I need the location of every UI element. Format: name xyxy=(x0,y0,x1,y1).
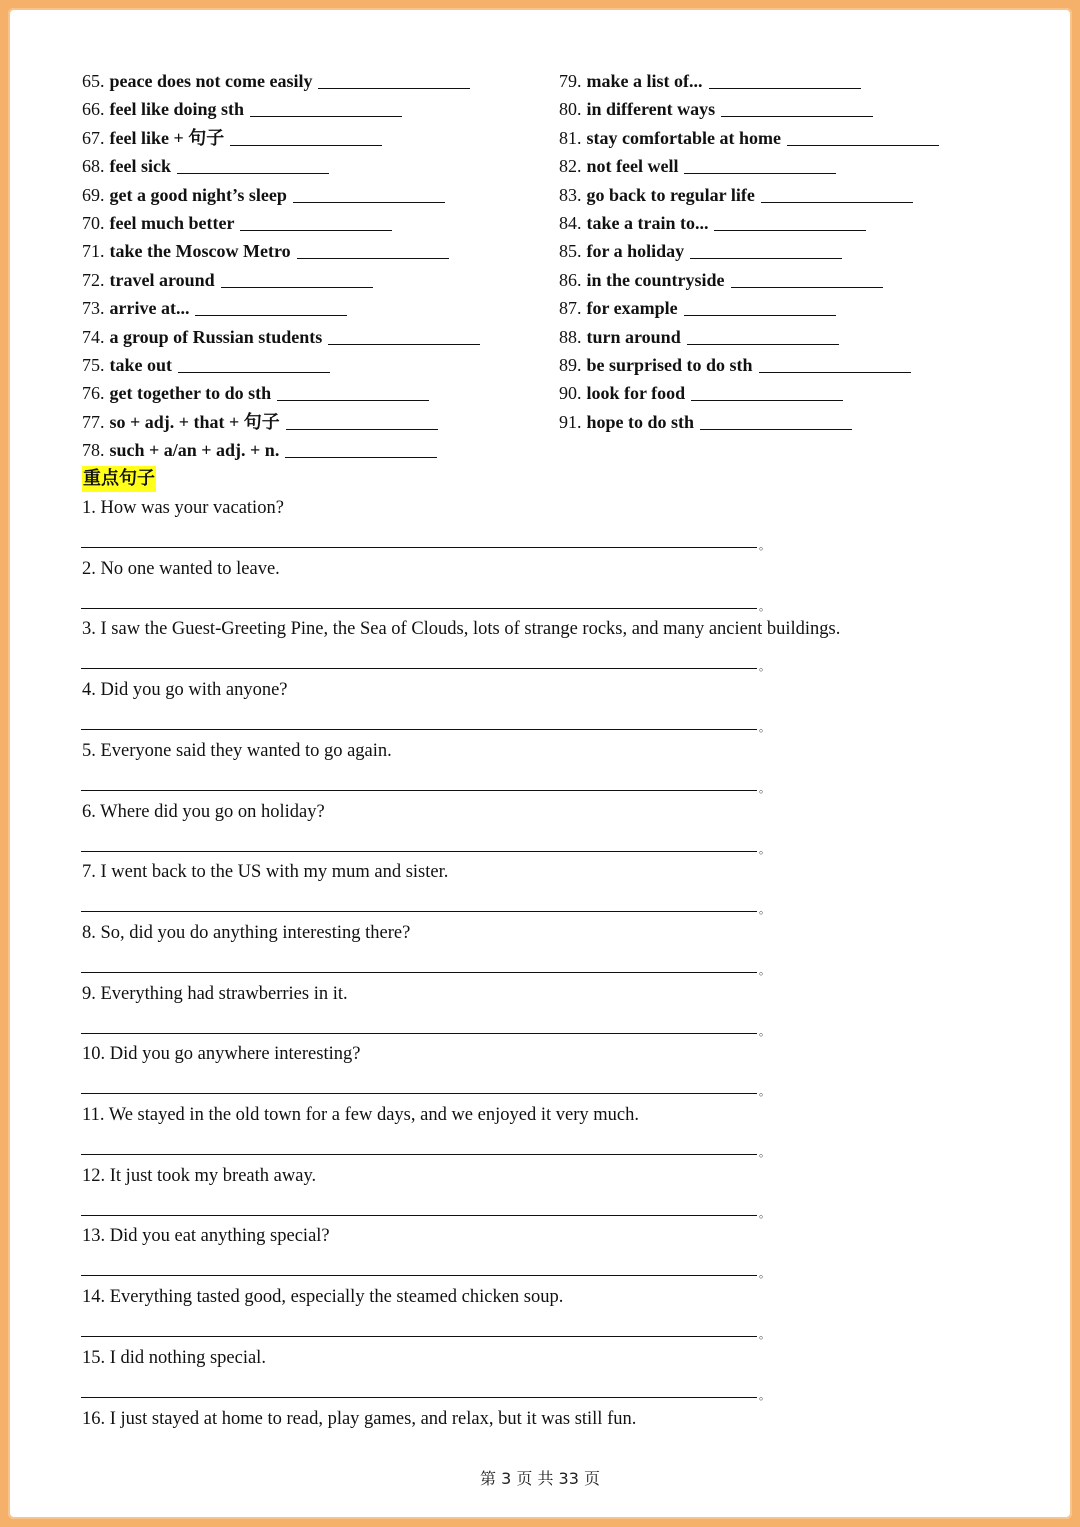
phrase-number: 80. xyxy=(559,99,582,120)
phrase-answer-blank[interactable] xyxy=(297,257,449,259)
sentence-answer-line[interactable] xyxy=(81,729,757,730)
sentence-item: 7. I went back to the US with my mum and sister. xyxy=(82,862,449,883)
phrase-number: 87. xyxy=(559,298,582,319)
sentence-item: 6. Where did you go on holiday? xyxy=(82,801,325,822)
phrase-number: 70. xyxy=(82,213,105,233)
phrase-item xyxy=(559,326,839,348)
phrase-text: feel sick xyxy=(109,156,171,177)
sentence-item: 4. Did you go with anyone? xyxy=(82,680,288,701)
phrase-text: stay comfortable at home xyxy=(586,127,781,148)
answer-end-mark: 。 xyxy=(759,1206,770,1220)
phrase-answer-blank[interactable] xyxy=(177,172,329,174)
sentence-answer-line[interactable] xyxy=(81,1215,757,1216)
answer-end-mark: 。 xyxy=(759,1328,770,1342)
phrase-item xyxy=(82,240,449,262)
phrase-item xyxy=(559,155,836,177)
phrase-item xyxy=(82,297,347,319)
phrase-item xyxy=(82,382,429,404)
phrase-answer-blank[interactable] xyxy=(690,257,842,259)
answer-end-mark: 。 xyxy=(759,1024,770,1038)
phrase-item xyxy=(82,326,480,348)
phrase-answer-blank[interactable] xyxy=(731,286,883,288)
phrase-answer-blank[interactable] xyxy=(700,428,852,430)
sentence-item: 8. So, did you do anything interesting there? xyxy=(82,922,411,943)
phrase-text: get a good night’s sleep xyxy=(109,184,287,205)
phrase-number: 86. xyxy=(559,269,582,290)
phrase-answer-blank[interactable] xyxy=(687,343,839,345)
phrase-item xyxy=(559,411,852,433)
sentence-item: 1. How was your vacation? xyxy=(82,498,284,518)
phrase-answer-blank[interactable] xyxy=(285,456,437,458)
phrase-text: turn around xyxy=(586,326,681,347)
phrase-answer-blank[interactable] xyxy=(318,87,470,89)
sentence-answer-line[interactable] xyxy=(81,1275,757,1276)
phrase-item xyxy=(559,240,842,262)
phrase-item xyxy=(559,354,911,376)
section-heading: 重点句子 xyxy=(82,466,156,492)
phrase-number: 89. xyxy=(559,355,582,375)
sentence-answer-line[interactable] xyxy=(81,1033,757,1034)
phrase-number: 82. xyxy=(559,156,582,177)
sentence-item: 2. No one wanted to leave. xyxy=(82,558,280,579)
phrase-item xyxy=(559,297,836,319)
sentence-item: 16. I just stayed at home to read, play games, and relax, but it was still fun. xyxy=(82,1408,637,1429)
phrase-number: 91. xyxy=(559,411,582,432)
sentence-item: 11. We stayed in the old town for a few days, and we enjoyed it very much. xyxy=(82,1105,639,1125)
phrase-item xyxy=(82,70,470,92)
phrase-item xyxy=(559,382,843,404)
phrase-answer-blank[interactable] xyxy=(221,286,373,288)
phrase-answer-blank[interactable] xyxy=(714,229,866,231)
phrase-number: 69. xyxy=(82,184,105,205)
sentence-item: 10. Did you go anywhere interesting? xyxy=(82,1044,361,1065)
answer-end-mark: 。 xyxy=(759,1388,770,1402)
sentence-answer-line[interactable] xyxy=(81,1154,757,1155)
answer-end-mark: 。 xyxy=(759,1085,770,1099)
sentence-answer-line[interactable] xyxy=(81,1336,757,1337)
sentence-answer-line[interactable] xyxy=(81,851,757,852)
answer-end-mark: 。 xyxy=(759,842,770,856)
phrase-number: 81. xyxy=(559,127,582,148)
phrase-text: so + adj. + that + 句子 xyxy=(109,411,280,432)
phrase-number: 78. xyxy=(82,440,105,461)
phrase-answer-blank[interactable] xyxy=(684,172,836,174)
phrase-answer-blank[interactable] xyxy=(277,399,429,401)
answer-end-mark: 。 xyxy=(759,903,770,917)
phrase-text: get together to do sth xyxy=(109,383,272,404)
phrase-item xyxy=(82,212,392,234)
phrase-answer-blank[interactable] xyxy=(230,144,382,146)
phrase-number: 79. xyxy=(559,71,582,91)
phrase-number: 76. xyxy=(82,383,105,404)
phrase-item xyxy=(559,70,861,92)
phrase-number: 67. xyxy=(82,127,105,148)
phrase-number: 68. xyxy=(82,156,105,177)
phrase-answer-blank[interactable] xyxy=(195,314,347,316)
phrase-text: look for food xyxy=(586,383,686,404)
phrase-number: 84. xyxy=(559,213,582,233)
phrase-item xyxy=(82,184,445,206)
phrase-text: feel much better xyxy=(109,213,235,233)
phrase-answer-blank[interactable] xyxy=(178,371,330,373)
sentence-answer-line[interactable] xyxy=(81,911,757,912)
phrase-answer-blank[interactable] xyxy=(240,229,392,231)
phrase-item xyxy=(82,439,437,461)
sentence-item: 3. I saw the Guest-Greeting Pine, the Sea of Clouds, lots of strange rocks, and many ancient buildings. xyxy=(82,619,841,640)
phrase-answer-blank[interactable] xyxy=(250,115,402,117)
sentence-answer-line[interactable] xyxy=(81,790,757,791)
phrase-item xyxy=(82,269,373,291)
answer-end-mark: 。 xyxy=(759,781,770,795)
phrase-item xyxy=(82,155,329,177)
phrase-text: hope to do sth xyxy=(586,411,695,432)
sentence-answer-line[interactable] xyxy=(81,547,757,548)
phrase-number: 88. xyxy=(559,326,582,347)
worksheet-page xyxy=(8,8,1072,1519)
phrase-item xyxy=(82,354,330,376)
answer-end-mark: 。 xyxy=(759,599,770,613)
sentence-answer-line[interactable] xyxy=(81,608,757,609)
answer-end-mark: 。 xyxy=(759,1267,770,1281)
phrase-text: arrive at... xyxy=(109,298,190,319)
phrase-answer-blank[interactable] xyxy=(328,343,480,345)
phrase-item xyxy=(82,127,382,149)
phrase-text: make a list of... xyxy=(586,71,703,91)
answer-end-mark: 。 xyxy=(759,660,770,674)
phrase-answer-blank[interactable] xyxy=(721,115,873,117)
phrase-item xyxy=(559,98,873,120)
phrase-text: go back to regular life xyxy=(586,184,755,205)
sentence-item: 13. Did you eat anything special? xyxy=(82,1226,330,1247)
sentence-item: 15. I did nothing special. xyxy=(82,1347,266,1368)
sentence-item: 5. Everyone said they wanted to go again. xyxy=(82,740,392,761)
phrase-answer-blank[interactable] xyxy=(709,87,861,89)
phrase-answer-blank[interactable] xyxy=(759,371,911,373)
phrase-answer-blank[interactable] xyxy=(286,428,438,430)
answer-end-mark: 。 xyxy=(759,721,770,735)
phrase-item xyxy=(559,212,866,234)
phrase-text: travel around xyxy=(109,269,215,290)
answer-end-mark: 。 xyxy=(759,539,770,552)
phrase-number: 83. xyxy=(559,184,582,205)
sentence-item: 9. Everything had strawberries in it. xyxy=(82,983,348,1004)
answer-end-mark: 。 xyxy=(759,1146,770,1159)
phrase-text: for a holiday xyxy=(586,241,685,262)
sentence-item: 12. It just took my breath away. xyxy=(82,1165,317,1186)
phrase-item xyxy=(82,98,402,120)
phrase-number: 71. xyxy=(82,241,105,262)
phrase-text: for example xyxy=(586,298,678,319)
phrase-number: 74. xyxy=(82,326,105,347)
phrase-answer-blank[interactable] xyxy=(691,399,843,401)
phrase-item xyxy=(82,411,438,433)
sentence-answer-line[interactable] xyxy=(81,1093,757,1094)
phrase-text: such + a/an + adj. + n. xyxy=(109,440,280,461)
sentence-answer-line[interactable] xyxy=(81,1397,757,1398)
phrase-text: peace does not come easily xyxy=(109,71,313,91)
phrase-answer-blank[interactable] xyxy=(684,314,836,316)
phrase-text: not feel well xyxy=(586,156,679,177)
phrase-number: 77. xyxy=(82,411,105,432)
phrase-text: a group of Russian students xyxy=(109,326,323,347)
phrase-answer-blank[interactable] xyxy=(293,201,445,203)
phrase-number: 72. xyxy=(82,269,105,290)
phrase-item xyxy=(559,184,913,206)
phrase-text: take a train to... xyxy=(586,213,709,233)
phrase-text: take out xyxy=(109,355,172,375)
sentence-item: 14. Everything tasted good, especially the steamed chicken soup. xyxy=(82,1287,564,1308)
phrase-text: in the countryside xyxy=(586,269,725,290)
phrase-number: 90. xyxy=(559,383,582,404)
phrase-text: feel like + 句子 xyxy=(109,127,225,148)
phrase-item xyxy=(559,269,883,291)
phrase-answer-blank[interactable] xyxy=(787,144,939,146)
phrase-answer-blank[interactable] xyxy=(761,201,913,203)
phrase-number: 85. xyxy=(559,241,582,262)
sentence-answer-line[interactable] xyxy=(81,668,757,669)
phrase-number: 65. xyxy=(82,71,105,91)
page-footer: 第 3 页 共 33 页 xyxy=(480,1469,600,1488)
phrase-text: take the Moscow Metro xyxy=(109,241,291,262)
answer-end-mark: 。 xyxy=(759,963,770,977)
phrase-text: feel like doing sth xyxy=(109,99,245,120)
phrase-number: 75. xyxy=(82,355,105,375)
phrase-item xyxy=(559,127,939,149)
phrase-number: 73. xyxy=(82,298,105,319)
sentence-answer-line[interactable] xyxy=(81,972,757,973)
phrase-text: in different ways xyxy=(586,99,716,120)
phrase-number: 66. xyxy=(82,99,105,120)
phrase-text: be surprised to do sth xyxy=(586,355,753,375)
